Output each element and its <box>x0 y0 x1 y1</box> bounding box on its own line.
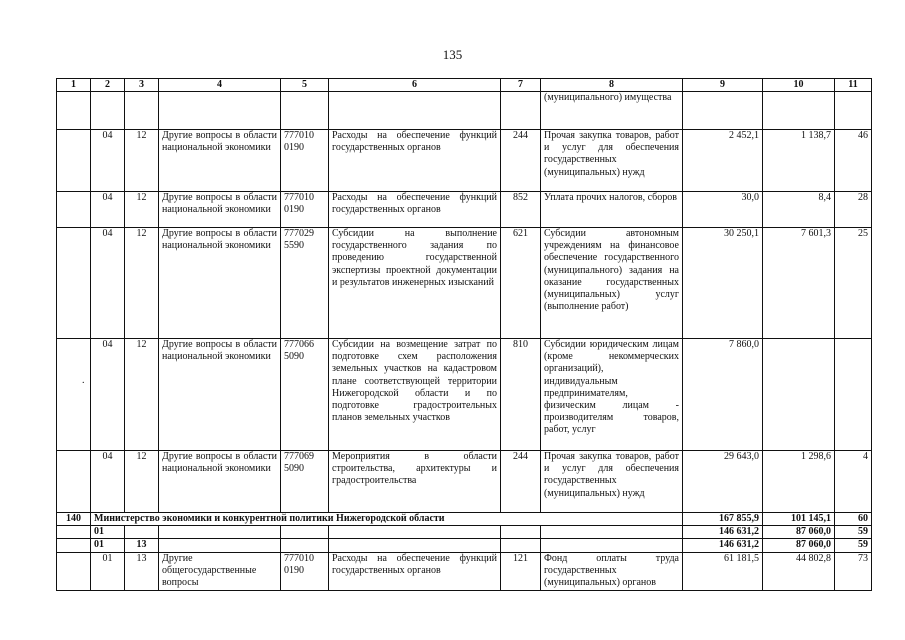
cell-plan: 29 643,0 <box>683 451 763 513</box>
cell-expense-type: 810 <box>501 339 541 451</box>
cell-target-code: 777066 5090 <box>281 339 329 451</box>
cell-expense-name <box>541 539 683 552</box>
cell-target-code <box>281 92 329 130</box>
cell-plan: 146 631,2 <box>683 526 763 539</box>
cell-section-name: Другие вопросы в области национальной экономики <box>159 451 281 513</box>
cell-section: 01 <box>91 526 125 539</box>
cell-plan: 7 860,0 <box>683 339 763 451</box>
cell-target-code: 777029 5590 <box>281 228 329 339</box>
table-row <box>57 339 872 451</box>
header-cell: 5 <box>281 79 329 92</box>
cell-col1 <box>57 451 91 513</box>
cell-section-name: Другие общегосударственные вопросы <box>159 552 281 590</box>
cell-target-name: Мероприятия в области строительства, архитектуры и градостроительства <box>329 451 501 513</box>
cell-target-name: Субсидии на возмещение затрат по подготовке схем расположения земельных участков на кадастровом плане соответствующей территории Нижегородской области и по подготовке градостроительных планов земельных участков <box>329 339 501 451</box>
cell-col1 <box>57 192 91 228</box>
cell-target-name: Расходы на обеспечение функций государственных органов <box>329 552 501 590</box>
header-row <box>57 79 872 92</box>
cell-expense-type: 244 <box>501 130 541 192</box>
cell-section: 04 <box>91 451 125 513</box>
header-cell: 4 <box>159 79 281 92</box>
cell-target-name: Субсидии на выполнение государственного задания по проведению государственной экспертизы проектной документации и результатов инженерных изысканий <box>329 228 501 339</box>
table-row <box>57 130 872 192</box>
header-cell: 2 <box>91 79 125 92</box>
cell-actual: 101 145,1 <box>763 513 835 526</box>
cell-target-name: Расходы на обеспечение функций государственных органов <box>329 192 501 228</box>
table-row <box>57 228 872 339</box>
cell-subsection: 13 <box>125 552 159 590</box>
cell-col1 <box>57 526 91 539</box>
cell-subsection: 13 <box>125 539 159 552</box>
cell-section: 04 <box>91 339 125 451</box>
cell-target-code: 777010 0190 <box>281 552 329 590</box>
cell-section-name: Другие вопросы в области национальной экономики <box>159 339 281 451</box>
cell-plan: 2 452,1 <box>683 130 763 192</box>
cell-actual: 8,4 <box>763 192 835 228</box>
cell-col1 <box>57 552 91 590</box>
cell-subsection: 12 <box>125 339 159 451</box>
page-number: 135 <box>442 47 463 62</box>
cell-section: 04 <box>91 192 125 228</box>
cell-expense-name: (муниципального) имущества <box>541 92 683 130</box>
cell-target-name: Расходы на обеспечение функций государственных органов <box>329 130 501 192</box>
cell-actual: 87 060,0 <box>763 526 835 539</box>
header-cell: 7 <box>501 79 541 92</box>
header-cell: 9 <box>683 79 763 92</box>
header-cell: 8 <box>541 79 683 92</box>
cell-col1 <box>57 130 91 192</box>
cell-col1 <box>57 92 91 130</box>
cell-percent <box>835 339 872 451</box>
cell-percent: 28 <box>835 192 872 228</box>
cell-actual: 87 060,0 <box>763 539 835 552</box>
cell-plan: 61 181,5 <box>683 552 763 590</box>
cell-target-code: 777010 0190 <box>281 192 329 228</box>
cell-ministry-code: 140 <box>57 513 91 526</box>
cell-percent: 73 <box>835 552 872 590</box>
cell-actual <box>763 339 835 451</box>
cell-target-code: 777069 5090 <box>281 451 329 513</box>
header-cell: 1 <box>57 79 91 92</box>
cell-expense-name: Прочая закупка товаров, работ и услуг для обеспечения государственных (муниципальных) нужд <box>541 130 683 192</box>
cell-section-name: Другие вопросы в области национальной экономики <box>159 130 281 192</box>
cell-expense-name: Прочая закупка товаров, работ и услуг для обеспечения государственных (муниципальных) нужд <box>541 451 683 513</box>
cell-percent: 46 <box>835 130 872 192</box>
cell-section <box>91 92 125 130</box>
cell-expense-type <box>501 539 541 552</box>
cell-percent: 25 <box>835 228 872 339</box>
cell-plan: 146 631,2 <box>683 539 763 552</box>
cell-percent: 59 <box>835 526 872 539</box>
cell-target-name <box>329 526 501 539</box>
cell-percent <box>835 92 872 130</box>
cell-expense-type: 121 <box>501 552 541 590</box>
cell-target-code <box>281 539 329 552</box>
cell-target-name <box>329 92 501 130</box>
section-row <box>57 526 872 539</box>
cell-section-name <box>159 92 281 130</box>
cell-subsection: 12 <box>125 451 159 513</box>
header-cell: 11 <box>835 79 872 92</box>
cell-percent: 4 <box>835 451 872 513</box>
cell-expense-name: Субсидии юридическим лицам (кроме некоммерческих организаций), индивидуальным предпринимателям, физическим лицам - производителям товаров, работ, услуг <box>541 339 683 451</box>
cell-section: 01 <box>91 539 125 552</box>
cell-expense-name <box>541 526 683 539</box>
table-row <box>57 192 872 228</box>
stray-mark: . <box>82 375 85 386</box>
cell-actual: 1 138,7 <box>763 130 835 192</box>
cell-expense-name: Фонд оплаты труда государственных (муниципальных) органов <box>541 552 683 590</box>
cell-subsection: 12 <box>125 130 159 192</box>
ministry-row <box>57 513 872 526</box>
cell-subsection <box>125 92 159 130</box>
cell-section-name <box>159 526 281 539</box>
table-row <box>57 451 872 513</box>
header-cell: 10 <box>763 79 835 92</box>
cell-actual <box>763 92 835 130</box>
cell-section: 04 <box>91 130 125 192</box>
cell-expense-type: 852 <box>501 192 541 228</box>
cell-target-name <box>329 539 501 552</box>
table-row <box>57 92 872 130</box>
cell-section: 04 <box>91 228 125 339</box>
cell-target-code: 777010 0190 <box>281 130 329 192</box>
cell-expense-type <box>501 526 541 539</box>
cell-subsection: 12 <box>125 228 159 339</box>
cell-col1 <box>57 539 91 552</box>
cell-actual: 7 601,3 <box>763 228 835 339</box>
cell-expense-name: Субсидии автономным учреждениям на финансовое обеспечение государственного (муниципального) задания на оказание государственных (муниципальных) услуг (выполнение работ) <box>541 228 683 339</box>
cell-expense-type: 244 <box>501 451 541 513</box>
cell-percent: 60 <box>835 513 872 526</box>
cell-expense-type <box>501 92 541 130</box>
section-row <box>57 539 872 552</box>
cell-plan: 30 250,1 <box>683 228 763 339</box>
cell-expense-name: Уплата прочих налогов, сборов <box>541 192 683 228</box>
cell-section-name: Другие вопросы в области национальной экономики <box>159 192 281 228</box>
cell-col1 <box>57 339 91 451</box>
cell-section-name <box>159 539 281 552</box>
cell-actual: 44 802,8 <box>763 552 835 590</box>
cell-subsection <box>125 526 159 539</box>
table-row <box>57 552 872 590</box>
cell-expense-type: 621 <box>501 228 541 339</box>
cell-plan <box>683 92 763 130</box>
cell-section: 01 <box>91 552 125 590</box>
header-cell: 3 <box>125 79 159 92</box>
header-cell: 6 <box>329 79 501 92</box>
cell-actual: 1 298,6 <box>763 451 835 513</box>
cell-subsection: 12 <box>125 192 159 228</box>
cell-plan: 167 855,9 <box>683 513 763 526</box>
cell-col1 <box>57 228 91 339</box>
cell-section-name: Другие вопросы в области национальной экономики <box>159 228 281 339</box>
budget-table <box>56 78 872 591</box>
cell-ministry-title: Министерство экономики и конкурентной политики Нижегородской области <box>91 513 683 526</box>
cell-percent: 59 <box>835 539 872 552</box>
cell-plan: 30,0 <box>683 192 763 228</box>
cell-target-code <box>281 526 329 539</box>
